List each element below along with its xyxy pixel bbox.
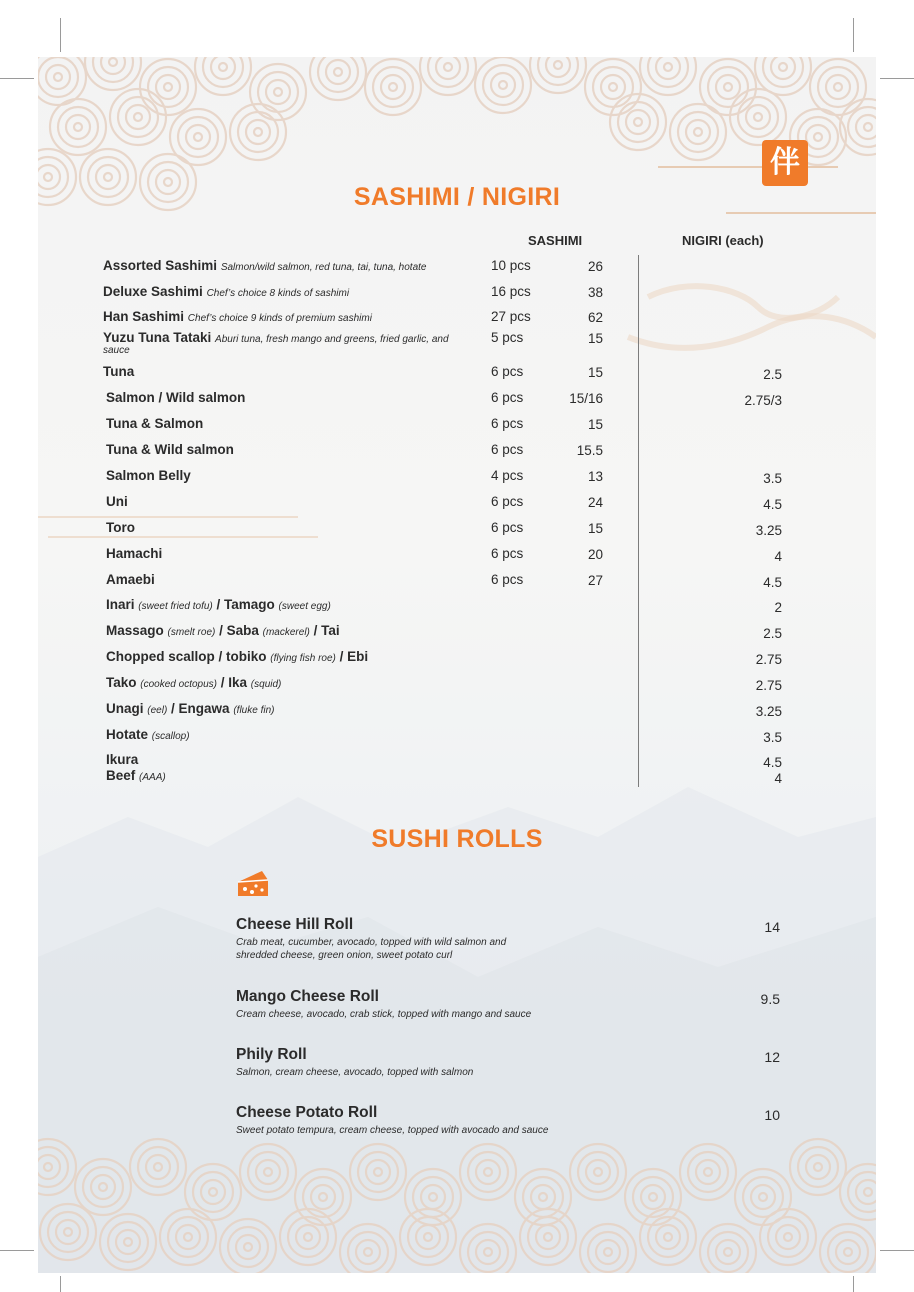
item-title: Massago: [106, 623, 164, 638]
section-title-rolls: SUSHI ROLLS: [371, 825, 543, 853]
sashimi-price: 13: [587, 469, 603, 484]
item-pieces: 6 pcs: [491, 546, 524, 561]
sashimi-price: 15: [587, 417, 603, 432]
nigiri-price: 2.75: [755, 678, 782, 693]
item-pieces: 6 pcs: [491, 572, 524, 587]
sashimi-price: 24: [587, 495, 603, 510]
menu-row: [0, 520, 914, 542]
roll-price: 14: [764, 919, 780, 935]
item-desc: (fluke fin): [233, 705, 275, 716]
sashimi-price: 26: [587, 259, 603, 274]
nigiri-row: [0, 701, 914, 723]
item-name: [103, 258, 427, 273]
item-name: [106, 390, 245, 405]
roll-desc-line: Crab meat, cucumber, avocado, topped with wild salmon and: [236, 937, 507, 948]
item-pieces: 6 pcs: [491, 494, 524, 509]
item-desc: Aburi tuna, fresh mango and greens, fried garlic, and: [215, 334, 449, 345]
item-title: Unagi: [106, 701, 144, 716]
column-header-sashimi: SASHIMI: [528, 233, 583, 248]
item-title: Tuna & Wild salmon: [106, 442, 234, 457]
yuzu-desc-continuation: sauce: [103, 345, 130, 356]
crop-mark: [60, 18, 61, 52]
item-title: Hamachi: [106, 546, 163, 561]
item-pieces: 16 pcs: [491, 284, 531, 299]
item-pieces: 10 pcs: [491, 258, 531, 273]
sashimi-price: 15: [587, 331, 603, 346]
cheese-icon: [236, 868, 270, 900]
sashimi-price: 27: [587, 573, 603, 588]
menu-row: [0, 442, 914, 464]
item-pieces: 6 pcs: [491, 520, 524, 535]
item-title: / Tamago: [212, 597, 275, 612]
item-name: [106, 768, 166, 783]
item-desc: (flying fish roe): [270, 653, 336, 664]
item-title: Han Sashimi: [103, 309, 185, 324]
item-title: / Engawa: [167, 701, 230, 716]
roll-price: 10: [764, 1107, 780, 1123]
nigiri-row: [0, 768, 914, 790]
roll-desc: [236, 1124, 566, 1137]
crop-mark: [853, 18, 854, 52]
item-name: [106, 546, 162, 561]
nigiri-row: [0, 727, 914, 749]
roll-desc: [236, 936, 566, 962]
menu-row: [0, 494, 914, 516]
item-name: [103, 284, 349, 299]
menu-row: [0, 330, 914, 352]
item-desc: (squid): [250, 679, 282, 690]
item-name: [103, 330, 449, 345]
item-desc: (scallop): [151, 731, 190, 742]
item-name: [103, 364, 134, 379]
item-desc: (eel): [147, 705, 168, 716]
roll-price: 12: [764, 1049, 780, 1065]
crop-mark: [853, 1276, 854, 1292]
roll-desc: [236, 1066, 566, 1079]
crop-mark: [880, 1250, 914, 1251]
item-title: Amaebi: [106, 572, 155, 587]
menu-row: [0, 390, 914, 412]
menu-row: [0, 284, 914, 306]
roll-name: Phily Roll: [236, 1046, 307, 1063]
item-name: [106, 442, 234, 457]
item-pieces: 27 pcs: [491, 309, 531, 324]
item-name: [106, 649, 368, 664]
column-header-nigiri: NIGIRI (each): [682, 233, 764, 248]
nigiri-price: 4.5: [763, 575, 782, 590]
item-title: Hotate: [106, 727, 149, 742]
item-title: Inari: [106, 597, 135, 612]
item-desc: (sweet egg): [278, 601, 331, 612]
item-title: Salmon / Wild salmon: [106, 390, 246, 405]
crop-mark: [60, 1276, 61, 1292]
crop-mark: [0, 1250, 34, 1251]
item-title: Tuna & Salmon: [106, 416, 204, 431]
item-name: [106, 727, 190, 742]
item-title: / Ebi: [335, 649, 369, 664]
item-title: Beef: [106, 768, 136, 783]
logo-badge: 伴: [762, 140, 808, 186]
item-pieces: 5 pcs: [491, 330, 524, 345]
nigiri-price: 3.25: [755, 704, 782, 719]
nigiri-price: 3.5: [763, 471, 782, 486]
item-title: Tuna: [103, 364, 135, 379]
item-name: [106, 494, 128, 509]
nigiri-price: 2.5: [763, 626, 782, 641]
item-title: Chopped scallop / tobiko: [106, 649, 267, 664]
roll-desc-line: Salmon, cream cheese, avocado, topped with salmon: [236, 1067, 474, 1078]
item-pieces: 6 pcs: [491, 364, 524, 379]
menu-row: [0, 546, 914, 568]
item-title: Deluxe Sashimi: [103, 284, 203, 299]
nigiri-price: 4.5: [763, 497, 782, 512]
item-name: [106, 701, 274, 716]
nigiri-price: 2.5: [763, 367, 782, 382]
item-name: [106, 416, 203, 431]
menu-row: [0, 468, 914, 490]
item-desc: Chef’s choice 9 kinds of premium sashimi: [187, 313, 372, 324]
menu-row: [0, 309, 914, 331]
item-pieces: 4 pcs: [491, 468, 524, 483]
sashimi-price: 15/16: [569, 391, 603, 406]
item-name: [106, 572, 155, 587]
item-desc: (cooked octopus): [140, 679, 217, 690]
nigiri-price: 4.5: [763, 755, 782, 770]
item-name: [106, 597, 331, 612]
item-title: Yuzu Tuna Tataki: [103, 330, 212, 345]
item-title: / Tai: [309, 623, 340, 638]
sashimi-price: 20: [587, 547, 603, 562]
sashimi-price: 38: [587, 285, 603, 300]
item-desc: (smelt roe): [167, 627, 216, 638]
nigiri-row: [0, 649, 914, 671]
item-desc: (mackerel): [262, 627, 310, 638]
roll-price: 9.5: [760, 991, 780, 1007]
item-title: Assorted Sashimi: [103, 258, 218, 273]
roll-desc-line: Cream cheese, avocado, crab stick, topped with mango and sauce: [236, 1009, 532, 1020]
item-desc: Salmon/wild salmon, red tuna, tai, tuna, hotate: [220, 262, 427, 273]
sashimi-price: 15.5: [576, 443, 603, 458]
item-pieces: 6 pcs: [491, 416, 524, 431]
item-title: Uni: [106, 494, 128, 509]
nigiri-row: [0, 675, 914, 697]
roll-desc-line: shredded cheese, green onion, sweet potato curl: [236, 950, 453, 961]
item-name: [106, 752, 138, 767]
menu-row: [0, 364, 914, 386]
nigiri-price: 2.75: [755, 652, 782, 667]
menu-row: [0, 258, 914, 280]
menu-row: [0, 416, 914, 438]
item-desc: (AAA): [139, 772, 166, 783]
item-pieces: 6 pcs: [491, 390, 524, 405]
sashimi-price: 62: [587, 310, 603, 325]
roll-name: Cheese Potato Roll: [236, 1104, 378, 1121]
roll-desc: [236, 1008, 566, 1021]
roll-desc-line: Sweet potato tempura, cream cheese, topped with avocado and sauce: [236, 1125, 549, 1136]
item-name: [103, 309, 372, 324]
roll-name: Cheese Hill Roll: [236, 916, 354, 933]
section-title-sashimi: SASHIMI / NIGIRI: [353, 183, 561, 211]
item-name: [106, 623, 340, 638]
menu-row: [0, 572, 914, 594]
item-pieces: 6 pcs: [491, 442, 524, 457]
item-title: Salmon Belly: [106, 468, 191, 483]
nigiri-row: [0, 597, 914, 619]
nigiri-price: 2.75/3: [744, 393, 782, 408]
nigiri-price: 3.5: [763, 730, 782, 745]
item-title: Tako: [106, 675, 137, 690]
crop-mark: [880, 78, 914, 79]
nigiri-row: [0, 623, 914, 645]
item-title: Toro: [106, 520, 135, 535]
nigiri-price: 4: [774, 549, 782, 564]
sashimi-price: 15: [587, 521, 603, 536]
item-name: [106, 675, 281, 690]
sashimi-price: 15: [587, 365, 603, 380]
item-desc: Chef’s choice 8 kinds of sashimi: [206, 288, 350, 299]
item-title: / Saba: [215, 623, 259, 638]
item-name: [106, 468, 191, 483]
nigiri-price: 4: [774, 771, 782, 786]
item-title: / Ika: [217, 675, 248, 690]
nigiri-price: 2: [774, 600, 782, 615]
item-title: Ikura: [106, 752, 139, 767]
roll-name: Mango Cheese Roll: [236, 988, 379, 1005]
item-name: [106, 520, 135, 535]
item-desc: (sweet fried tofu): [138, 601, 213, 612]
crop-mark: [0, 78, 34, 79]
nigiri-price: 3.25: [755, 523, 782, 538]
